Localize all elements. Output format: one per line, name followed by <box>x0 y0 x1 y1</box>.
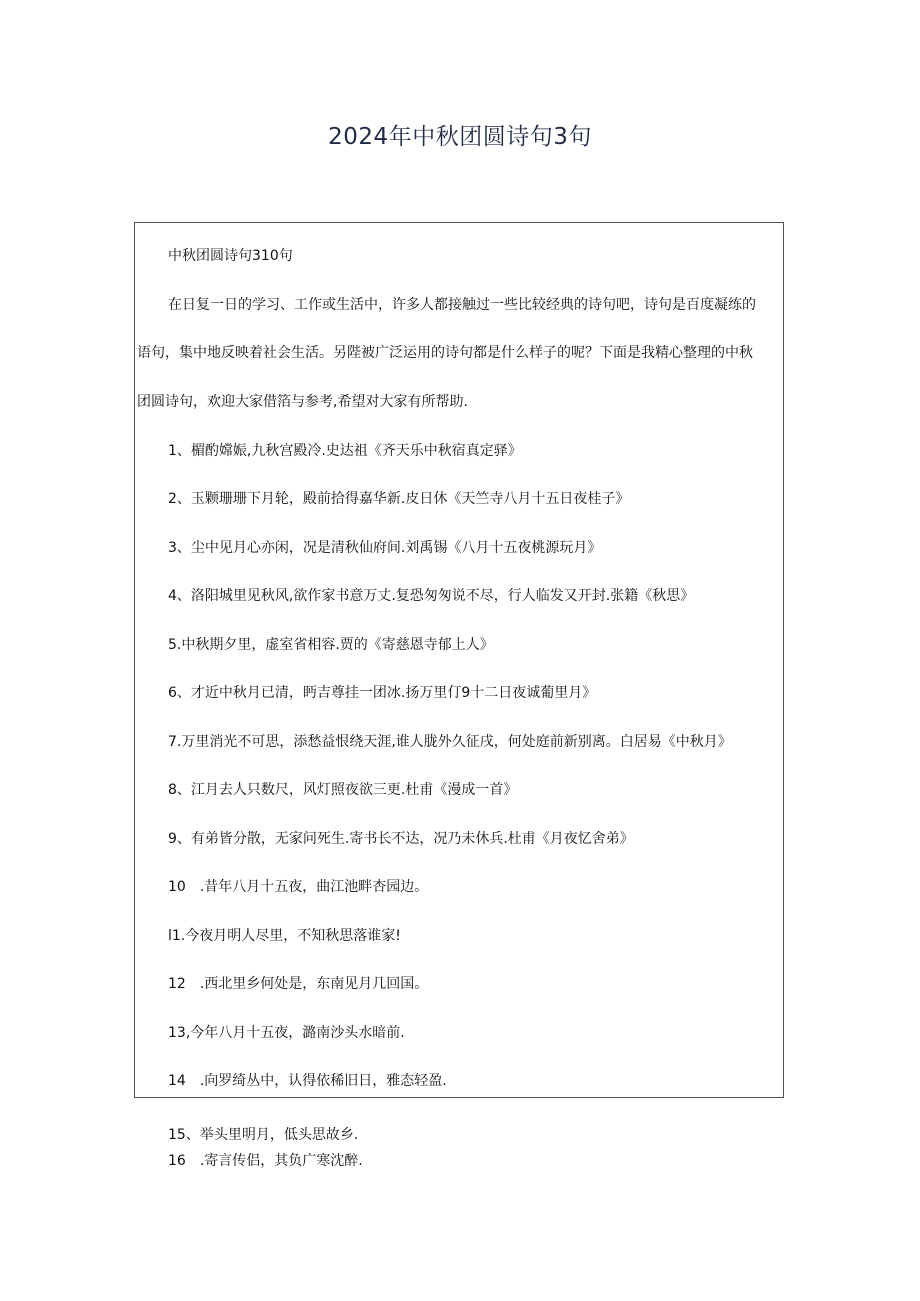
intro-line: 在日复一日的学习、工作或生活中，许多人都接触过一些比较经典的诗句吧，诗句是百度凝练的 <box>168 297 756 313</box>
poem-line: 5.中秋期夕里，虚室省相容.贾的《寄慈恩寺郁上人》 <box>168 637 494 653</box>
intro-line: 团圆诗句，欢迎大家借箔与参考,希望对大家有所帮助. <box>137 394 468 410</box>
poem-line: 16 .寄言传侣，其负广寒沈醉. <box>168 1153 363 1169</box>
poem-line: 8、江月去人只数尺，风灯照夜欲三更.杜甫《漫成一首》 <box>168 782 518 798</box>
poem-line: 7.万里消光不可思，添愁益恨绕天涯,谁人胧外久征戌，何处庭前新别离。白居易《中秋月》 <box>168 734 732 750</box>
poem-line: 13,今年八月十五夜，潞南沙头水暗前. <box>168 1025 405 1041</box>
poem-line: 6、才近中秋月已清，眄吉尊挂一团冰.扬万里仃9十二日夜诚葡里月》 <box>168 685 597 701</box>
poem-line: 1、楣酌嫦娠,九秋宫殿冷.史达祖《齐天乐中秋宿真定驿》 <box>168 443 522 459</box>
poem-line: 2、玉颗珊珊下月轮，殿前拾得嘉华新.皮日休《天竺寺八月十五日夜桂子》 <box>168 491 630 507</box>
intro-line: 语句，集中地反映着社会生活。另陛被广泛运用的诗句都是什么样子的呢？下面是我精心整理的中秋 <box>137 345 753 361</box>
poem-line: 15、举头里明月，低头思故乡. <box>168 1127 359 1143</box>
poem-line: 10 .昔年八月十五夜，曲江池畔杏园边。 <box>168 879 429 895</box>
poem-line: 3、尘中见月心亦闲，况是清秋仙府间.刘禹锡《八月十五夜桃源玩月》 <box>168 540 602 556</box>
poem-line: 4、洛阳城里见秋风,欲作家书意万丈.复恐匆匆说不尽，行人临发又开封.张籍《秋思》 <box>168 588 695 604</box>
box-heading: 中秋团圆诗句310句 <box>168 248 293 264</box>
poem-line: 14 .向罗绮丛中，认得依稀旧日，雅态轻盈. <box>168 1073 447 1089</box>
document-title: 2024年中秋团圆诗句3句 <box>328 124 592 150</box>
poem-line: 12 .西北里乡何处是，东南见月几回国。 <box>168 976 429 992</box>
poem-line: l1.今夜月明人尽里，不知秋思落谁家! <box>168 928 401 944</box>
poem-line: 9、有弟皆分散，无家问死生.寄书长不达，况乃未休兵.杜甫《月夜忆舍弟》 <box>168 831 634 847</box>
